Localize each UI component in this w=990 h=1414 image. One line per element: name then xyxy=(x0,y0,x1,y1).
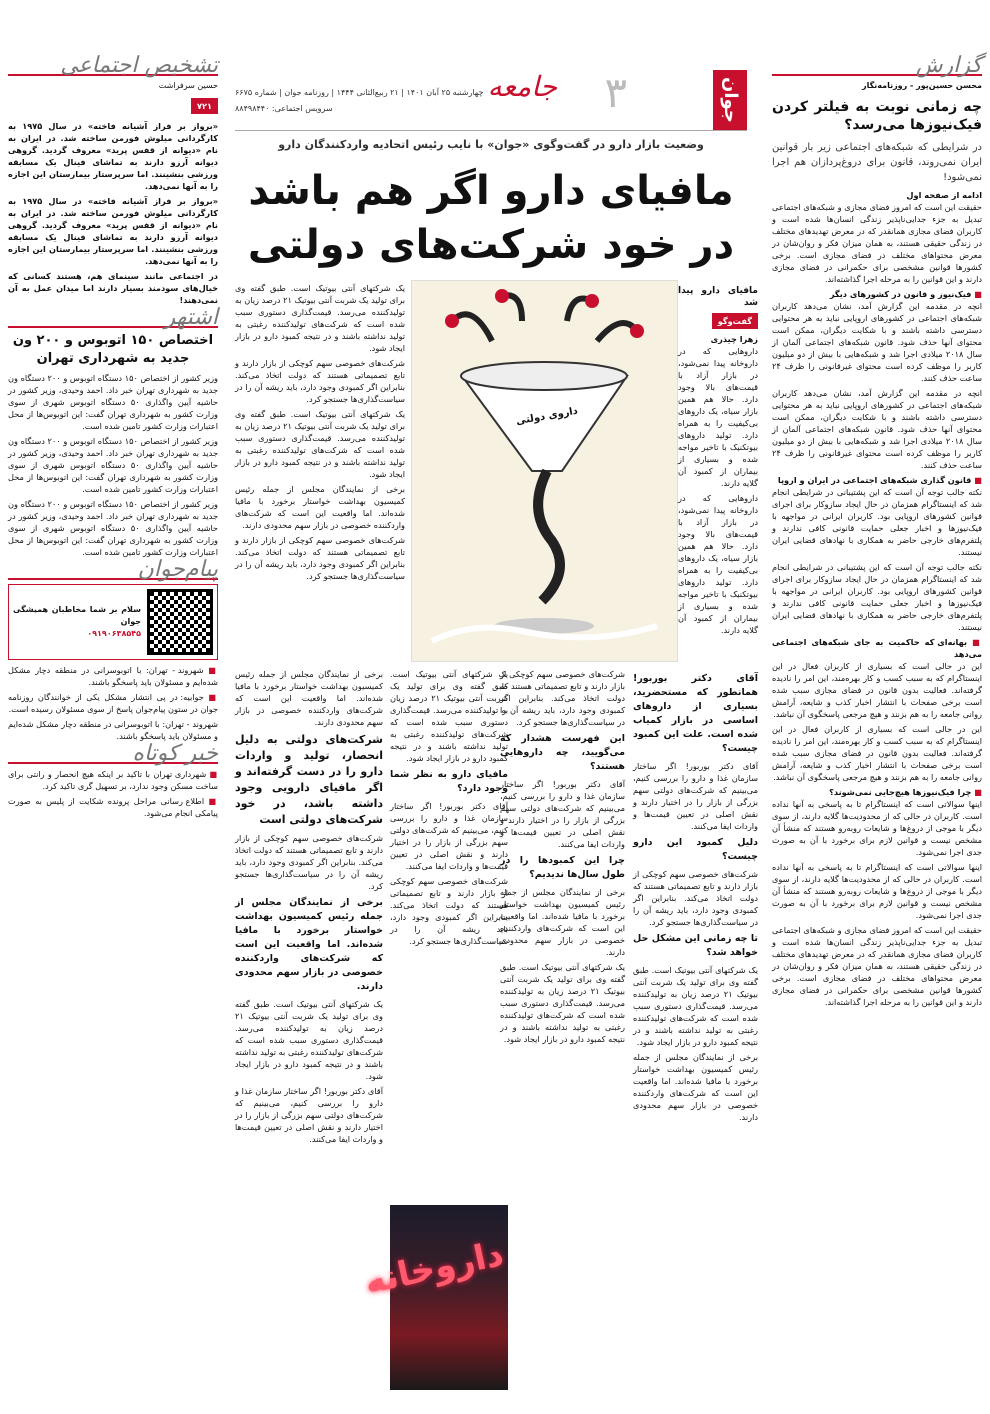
answer-6b: آقای دکتر بوربور! اگر ساختار سازمان غذا و دارو را بررسی کنیم، می‌بینیم که شرکت‌های دولتی سهم بزرگی از بازار را در اختیار دارند و نقش اصلی در تعیین قیمت‌ها و واردات ایفا می‌کنند. xyxy=(390,801,508,871)
article-col-left-top xyxy=(235,282,405,662)
message-2: ■ جوابیه: در پی انتشار مشکل یکی از خوانندگان روزنامه جوان در ستون پیام‌جوان پاسخ از سوی مسئولان رسیده است. xyxy=(8,691,218,715)
kicker: وضعیت بازار دارو در گفت‌وگوی «جوان» با نایب رئیس اتحادیه واردکنندگان دارو xyxy=(278,138,704,151)
report-body4: این در حالی است که بسیاری از کاربران فعال در این اینستاگرام که به سبب کسب و کار بهره‌مند، این امر را نادیده گرفته‌اند. فعالیت بدون قانون در فضای مجازی سبب شده است برخی صفحات با انتشار اخبار کذب و شایعه، آرامش روانی جامعه را به هم بزنند و هیچ مرجعی پاسخگوی آن نباشد. xyxy=(772,661,982,719)
report-body3b: نکته جالب توجه آن است که این پشتیبانی در شرایطی انجام شد که اینستاگرام همزمان در حال ایجاد سازوکار برای اجرای قوانین کشورهای اروپایی بود. کاربران ایرانی در مواجهه با فیک‌نیوزها و اخبار جعلی حمایت قانونی کافی ندارند و پلتفرم‌های خارجی حاضر به همکاری با نهادهای قضایی ایران نیستند. xyxy=(772,562,982,632)
intro-text-b: داروهایی که در داروخانه پیدا نمی‌شود، در بازار آزاد با قیمت‌های بالا وجود دارد. حالا هم همین بازار سیاه، یک داروهای بی‌کیفیت را به همراه دارد. تولید داروهای بیوتکنیک با تاخیر مواجه شده و بسیاری از بیماران از کمبود آن گلایه دارند. xyxy=(678,493,758,635)
interview-author: زهرا چیذری xyxy=(710,334,758,344)
qr-box xyxy=(8,584,218,660)
interview-intro-col xyxy=(678,285,758,655)
answer-5b: برخی از نمایندگان مجلس از جمله رئیس کمیسیون بهداشت خواستار برخورد با مافیا شده‌اند. اما واقعیت این است که شرکت‌های واردکننده خصوصی در بازار سهم محدودی دارند. xyxy=(633,1052,758,1122)
logo: جوان xyxy=(713,70,747,130)
left-body-b: «برواز بر فراز آشیانه فاخته» در سال ۱۹۷۵ به کارگردانی میلوش فورمن ساخته شد. در ایران به نام «دیوانه از قفس پرید» معروف گردید. گروهی دیوانه آرزو دارند به تماشای فینال یک مسابقه ورزشی بنشینند. اما سرپرستار بیمارستان این اجازه را به آنها نمی‌دهد. xyxy=(8,196,218,266)
left-badge: ۷۲۱ xyxy=(191,98,218,114)
col-a: یک شرکتهای آنتی بیوتیک است. طبق گفته وی برای تولید یک شربت آنتی بیوتیک ۲۱ درصد زیان به تولیدکننده می‌رسد. قیمت‌گذاری دستوری سبب شده است که شرکت‌های تولیدکننده رغبتی به تولید نداشته باشند و در نتیجه کمبود دارو در بازار ایجاد شود. xyxy=(235,283,405,353)
short-news-2: ■ اطلاع رسانی مراحل پرونده شکایت از پلیس به صورت پیامکی انجام می‌شود. xyxy=(8,795,218,819)
question-3: دلیل کمبود این دارو چیست؟ xyxy=(633,837,758,862)
left-sec2: اشتهر xyxy=(8,312,218,328)
news-body-b: وزیر کشور از اختصاص ۱۵۰ دستگاه اتوبوس و ۲۰۰ دستگاه ون جدید به شهرداری تهران خبر داد. احمد وحیدی، وزیر کشور در حاشیه آیین واگذاری ۵۰ دستگاه اتوبوس شهری از سوی وزارت کشور به شهرداری تهران گفت: این اتوبوس‌ها از محل اعتبارات وزارت کشور تامین شده است. xyxy=(8,436,218,494)
article-col-3 xyxy=(390,668,508,1198)
left-sec4: خبر کوتاه xyxy=(8,748,218,764)
report-body3: نکته جالب توجه آن است که این پشتیبانی در شرایطی انجام شد که اینستاگرام همزمان در حال ایجاد سازوکار برای اجرای قوانین کشورهای اروپایی بود. کاربران ایرانی در مواجهه با فیک‌نیوزها و اخبار جعلی حمایت قانونی کافی ندارند و پلتفرم‌های خارجی حاضر به همکاری با نهادهای قضایی ایران نیستند. xyxy=(772,487,982,557)
answer-6: یک شرکتهای آنتی بیوتیک است. طبق گفته وی برای تولید یک شربت آنتی بیوتیک ۲۱ درصد زیان به تولیدکننده می‌رسد. قیمت‌گذاری دستوری سبب شده است که شرکت‌های تولیدکننده رغبتی به تولید نداشته باشند و در نتیجه کمبود دارو در بازار ایجاد شود. xyxy=(390,669,508,763)
question-4: چرا این کمبودها را در طول سال‌ها ندیدیم؟ xyxy=(500,855,625,880)
left-quote: در اجتماعی مانند سینمای هم، هستند کسانی که خیال‌های سودمند بسیار دارند اما میدان عمل به آن نمی‌دهند! xyxy=(8,271,218,305)
col-d-4: آقای دکتر بوربور! اگر ساختار سازمان غذا و دارو را بررسی کنیم، می‌بینیم که شرکت‌های دولتی سهم بزرگی از بازار را در اختیار دارند و نقش اصلی در تعیین قیمت‌ها و واردات ایفا می‌کنند. xyxy=(235,1086,383,1144)
report-title: چه زمانی نوبت به فیلتر کردن فیک‌نیوزها می‌رسد؟ xyxy=(772,99,982,133)
cartoon-label: داروی دولتی xyxy=(515,405,579,428)
question-6: مافیای دارو به نظر شما وجود دارد؟ xyxy=(390,769,508,794)
article-col-1 xyxy=(633,668,758,1403)
col-d-3: یک شرکتهای آنتی بیوتیک است. طبق گفته وی برای تولید یک شربت آنتی بیوتیک ۲۱ درصد زیان به تولیدکننده می‌رسد. قیمت‌گذاری دستوری سبب شده است که شرکت‌های تولیدکننده رغبتی به تولید نداشته باشند و در نتیجه کمبود دارو در بازار ایجاد شود. xyxy=(235,999,383,1081)
report-byline: محسن حسین‌پور - روزنامه‌نگار xyxy=(862,81,982,90)
report-sub3: ■ قانون گذاری شبکه‌های اجتماعی در ایران و اروپا xyxy=(772,474,982,486)
left-column xyxy=(8,53,218,1404)
report-header: گزارش xyxy=(772,60,982,76)
report-sub2: ■ فیک‌نیوز و قانون در کشورهای دیگر xyxy=(772,288,982,300)
question-1: آقای دکتر بوربور! همانطور که مستحضرید، بسیاری از داروهای اساسی در بازار کمیاب شده است. علت این کمبود چیست؟ xyxy=(633,673,758,754)
report-lead: در شرایطی که شبکه‌های اجتماعی زیر بار قوانین ایران نمی‌روند، قانون برای دروغ‌پردازان هم اجرا نمی‌شود! xyxy=(772,142,982,183)
answer-4: برخی از نمایندگان مجلس از جمله رئیس کمیسیون بهداشت خواستار برخورد با مافیا شده‌اند. اما واقعیت این است که شرکت‌های واردکننده خصوصی در بازار سهم محدودی دارند. xyxy=(500,887,625,957)
section-title: جامعه xyxy=(487,70,557,103)
report-sub1: ادامه از صفحه اول xyxy=(906,190,982,200)
article-col-2 xyxy=(500,668,625,1403)
qr-phone: ۰۹۱۹۰۶۳۸۵۴۵ xyxy=(87,629,141,638)
cartoon-snakes-icon xyxy=(412,281,677,661)
qr-code-icon xyxy=(147,589,213,655)
col-a-2: شرکت‌های خصوصی سهم کوچکی از بازار دارند و تابع تصمیماتی هستند که دولت اتخاذ می‌کند. بنابراین اگر کمبودی وجود دارد، باید ریشه آن را در سیاست‌گذاری‌ها جستجو کرد. xyxy=(235,358,405,404)
masthead xyxy=(235,70,747,131)
bold-quote: شرکت‌های دولتی به دلیل انحصار، تولید و واردات دارو را در دست گرفته‌اند و اگر مافیای دارویی وجود داشته باشد، در خود شرکت‌های دولتی است xyxy=(235,733,383,826)
left-byline: حسین سرفراشت xyxy=(158,81,218,90)
answer-2: شرکت‌های خصوصی سهم کوچکی از بازار دارند و تابع تصمیماتی هستند که دولت اتخاذ می‌کند. بنابراین اگر کمبودی وجود دارد، باید ریشه آن را در سیاست‌گذاری‌ها جستجو کرد. xyxy=(500,669,625,727)
bold-quote-2: برخی از نمایندگان مجلس از جمله رئیس کمیسیون بهداشت خواستار برخورد با مافیا شده‌اند. اما واقعیت این است که شرکت‌های واردکننده خصوصی در بازار سهم محدودی دارند. xyxy=(235,897,383,992)
question-5: تا چه زمانی این مشکل حل خواهد شد؟ xyxy=(633,933,758,958)
report-body2b: انچه در مقدمه این گزارش آمد، نشان می‌دهد کاربران شبکه‌های اجتماعی در کشورهای اروپایی نباید به هر محتوایی دسترسی داشته باشند و با شکایت دیگران، ممکن است محتوای آنها حذف شود. قانون شبکه‌های اجتماعی آلمان از سال ۲۰۱۸ میلادی اجرا شد و شبکه‌هایی با بیش از دو میلیون کاربر را موظف کرده است محتوای غیرقانونی را ظرف ۲۴ ساعت حذف کنند. xyxy=(772,388,982,470)
report-sub4: ■ بهانه‌ای که حاکمیت به جای شبکه‌های اجتماعی می‌دهد xyxy=(772,636,982,660)
desk-phone: سرویس اجتماعی: ۸۸۴۹۸۴۴۰ xyxy=(235,104,333,113)
report-body1: حقیقت این است که امروز فضای مجازی و شبکه‌های اجتماعی تبدیل به جزء جدایی‌ناپذیر زندگی انسان‌ها شده است و کاربران فضای مجازی همانقدر که در معرض تهدیدهای مختلف در زندگی حقیقی هستند، به همان میزان فکر و روان‌شان در معرض محتواهای مختلف در فضای مجازی است. برخی کشورها قوانین مشخصی برای حکمرانی در فضای مجازی دارند و این قوانین را به مرحله اجرا گذاشته‌اند. xyxy=(772,202,982,284)
cartoon xyxy=(411,280,678,662)
answer-2b: آقای دکتر بوربور! اگر ساختار سازمان غذا و دارو را بررسی کنیم، می‌بینیم که شرکت‌های دولتی سهم بزرگی از بازار را در اختیار دارند و نقش اصلی در تعیین قیمت‌ها و واردات ایفا می‌کنند. xyxy=(500,779,625,849)
report-sub5: ■ چرا فیک‌نیوزها هیچ‌جایی نمی‌شوند؟ xyxy=(772,786,982,798)
article-col-4 xyxy=(235,668,383,1403)
report-body5b: اینها سوالاتی است که اینستاگرام تا به پاسخی به آنها نداده است. کاربران در حالی که از محدودیت‌ها گلایه دارند، از سوی دیگر با موجی از دروغ‌ها و شایعات روبه‌رو هستند که منشأ آن مشخص نیست و قوانین لازم برای برخورد با آن به صورت جدی اجرا نمی‌شود. xyxy=(772,862,982,920)
left-header: تشخیص اجتماعی xyxy=(8,60,218,76)
news-body-c: وزیر کشور از اختصاص ۱۵۰ دستگاه اتوبوس و ۲۰۰ دستگاه ون جدید به شهرداری تهران خبر داد. احمد وحیدی، وزیر کشور در حاشیه آیین واگذاری ۵۰ دستگاه اتوبوس شهری از سوی وزارت کشور به شهرداری تهران گفت: این اتوبوس‌ها از محل اعتبارات وزارت کشور تامین شده است. xyxy=(8,499,218,557)
message-2b: شهروند - تهران: با اتوبوسرانی در منطقه دچار مشکل شده‌ایم و مسئولان باید پاسخگو باشند. xyxy=(8,719,218,741)
answer-3: شرکت‌های خصوصی سهم کوچکی از بازار دارند و تابع تصمیماتی هستند که دولت اتخاذ می‌کند. بنابراین اگر کمبودی وجود دارد، باید ریشه آن را در سیاست‌گذاری‌ها جستجو کرد. xyxy=(633,869,758,927)
left-body: «برواز بر فراز آشیانه فاخته» در سال ۱۹۷۵ به کارگردانی میلوش فورمن ساخته شد. در ایران به نام «دیوانه از قفس پرید» معروف گردید. گروهی دیوانه آرزو دارند به تماشای فینال یک مسابقه ورزشی بنشینند. اما سرپرستار بیمارستان این اجازه را به آنها نمی‌دهد. xyxy=(8,121,218,191)
col-a-4: برخی از نمایندگان مجلس از جمله رئیس کمیسیون بهداشت خواستار برخورد با مافیا شده‌اند. اما واقعیت این است که شرکت‌های واردکننده خصوصی در بازار سهم محدودی دارند. xyxy=(235,484,405,530)
pharmacy-sign: داروخانه xyxy=(361,1234,507,1303)
report-body5: اینها سوالاتی است که اینستاگرام تا به پاسخی به آنها نداده است. کاربران در حالی که از محدودیت‌ها گلایه دارند، از سوی دیگر با موجی از دروغ‌ها و شایعات روبه‌رو هستند که منشأ آن مشخص نیست و قوانین لازم برای برخورد با آن به صورت جدی اجرا نمی‌شود. xyxy=(772,799,982,857)
issue-meta: چهارشنبه ۲۵ آبان ۱۴۰۱ | ۲۱ ربیع‌الثانی ۱۴۴۴ | روزنامه جوان | شماره ۶۶۷۵ xyxy=(235,88,484,97)
news-body: وزیر کشور از اختصاص ۱۵۰ دستگاه اتوبوس و ۲۰۰ دستگاه ون جدید به شهرداری تهران خبر داد. احمد وحیدی، وزیر کشور در حاشیه آیین واگذاری ۵۰ دستگاه اتوبوس شهری از سوی وزارت کشور به شهرداری تهران گفت: این اتوبوس‌ها از محل اعتبارات وزارت کشور تامین شده است. xyxy=(8,373,218,431)
answer-4b: یک شرکتهای آنتی بیوتیک است. طبق گفته وی برای تولید یک شربت آنتی بیوتیک ۲۱ درصد زیان به تولیدکننده می‌رسد. قیمت‌گذاری دستوری سبب شده است که شرکت‌های تولیدکننده رغبتی به تولید نداشته باشند و در نتیجه کمبود دارو در بازار ایجاد شود. xyxy=(500,962,625,1044)
report-body4b: این در حالی است که بسیاری از کاربران فعال در این اینستاگرام که به سبب کسب و کار بهره‌مند، این امر را نادیده گرفته‌اند. فعالیت بدون قانون در فضای مجازی سبب شده است برخی صفحات با انتشار اخبار کذب و شایعه، آرامش روانی جامعه را به هم بزنند و هیچ مرجعی پاسخگوی آن نباشد. xyxy=(772,724,982,782)
page-number: ۳ xyxy=(604,68,627,117)
report-column xyxy=(772,53,982,1404)
answer-1: آقای دکتر بوربور! اگر ساختار سازمان غذا و دارو را بررسی کنیم، می‌بینیم که شرکت‌های دولتی سهم بزرگی از بازار را در اختیار دارند و نقش اصلی در تعیین قیمت‌ها و واردات ایفا می‌کنند. xyxy=(633,761,758,831)
report-body1b: حقیقت این است که امروز فضای مجازی و شبکه‌های اجتماعی تبدیل به جزء جدایی‌ناپذیر زندگی انسان‌ها شده است و کاربران فضای مجازی همانقدر که در معرض تهدیدهای مختلف در زندگی حقیقی هستند، به همان میزان فکر و روان‌شان در معرض محتواهای مختلف در فضای مجازی است. برخی کشورها قوانین مشخصی برای حکمرانی در فضای مجازی دارند و این قوانین را به مرحله اجرا گذاشته‌اند. xyxy=(772,925,982,1007)
report-body2: انچه در مقدمه این گزارش آمد، نشان می‌دهد کاربران شبکه‌های اجتماعی در کشورهای اروپایی نباید به هر محتوایی دسترسی داشته باشند و با شکایت دیگران، ممکن است محتوای آنها حذف شود. قانون شبکه‌های اجتماعی آلمان از سال ۲۰۱۸ میلادی اجرا شد و شبکه‌هایی با بیش از دو میلیون کاربر را موظف کرده است محتوای غیرقانونی را ظرف ۲۴ ساعت حذف کنند. xyxy=(772,301,982,383)
interview-tag: گفت‌وگو xyxy=(712,313,758,329)
col-a-3: یک شرکتهای آنتی بیوتیک است. طبق گفته وی برای تولید یک شربت آنتی بیوتیک ۲۱ درصد زیان به تولیدکننده می‌رسد. قیمت‌گذاری دستوری سبب شده است که شرکت‌های تولیدکننده رغبتی به تولید نداشته باشند و در نتیجه کمبود دارو در بازار ایجاد شود. xyxy=(235,409,405,479)
answer-6c: شرکت‌های خصوصی سهم کوچکی از بازار دارند و تابع تصمیماتی هستند که دولت اتخاذ می‌کند. بنابراین اگر کمبودی وجود دارد، باید ریشه آن را در سیاست‌گذاری‌ها جستجو کرد. xyxy=(390,876,508,946)
col-d-2: شرکت‌های خصوصی سهم کوچکی از بازار دارند و تابع تصمیماتی هستند که دولت اتخاذ می‌کند. بنابراین اگر کمبودی وجود دارد، باید ریشه آن را در سیاست‌گذاری‌ها جستجو کرد. xyxy=(235,833,383,891)
left-sec3: پیام‌جوان xyxy=(8,564,218,580)
pharmacy-photo xyxy=(361,1205,508,1390)
qr-caption: سلام بر شما مخاطبان همیشگی جوان xyxy=(13,605,141,626)
col-d: برخی از نمایندگان مجلس از جمله رئیس کمیسیون بهداشت خواستار برخورد با مافیا شده‌اند. اما واقعیت این است که شرکت‌های واردکننده خصوصی در بازار سهم محدودی دارند. xyxy=(235,669,383,727)
cartoon-caption: مافیای دارو پیدا شد xyxy=(678,286,758,308)
news-title: اختصاص ۱۵۰ اتوبوس و ۲۰۰ ون جدید به شهرداری تهران xyxy=(12,333,214,366)
message-1: ■ شهروند - تهران: با اتوبوسرانی در منطقه دچار مشکل شده‌ایم و مسئولان باید پاسخگو باشند. xyxy=(8,664,218,688)
answer-5: یک شرکتهای آنتی بیوتیک است. طبق گفته وی برای تولید یک شربت آنتی بیوتیک ۲۱ درصد زیان به تولیدکننده می‌رسد. قیمت‌گذاری دستوری سبب شده است که شرکت‌های تولیدکننده رغبتی به تولید نداشته باشند و در نتیجه کمبود دارو در بازار ایجاد شود. xyxy=(633,965,758,1047)
col-a-5: شرکت‌های خصوصی سهم کوچکی از بازار دارند و تابع تصمیماتی هستند که دولت اتخاذ می‌کند. بنابراین اگر کمبودی وجود دارد، باید ریشه آن را در سیاست‌گذاری‌ها جستجو کرد. xyxy=(235,535,405,581)
headline: مافیای دارو اگر هم باشد در خود شرکت‌های دولتی xyxy=(247,168,735,268)
intro-text: داروهایی که در داروخانه پیدا نمی‌شود، در بازار آزاد با قیمت‌های بالا وجود دارد. حالا هم همین بازار سیاه، یک داروهای بی‌کیفیت را به همراه دارد. تولید داروهای بیوتکنیک با تاخیر مواجه شده و بسیاری از بیماران از کمبود آن گلایه دارند. xyxy=(678,346,758,488)
short-news-1: ■ شهرداری تهران با تاکید بر اینکه هیچ انحصار و رانتی برای ساخت مسکن وجود ندارد، بر تسهیل گری تاکید کرد. xyxy=(8,768,218,792)
question-2: این فهرست هشدار که می‌گویید، چه داروهایی هستند؟ xyxy=(500,733,625,772)
